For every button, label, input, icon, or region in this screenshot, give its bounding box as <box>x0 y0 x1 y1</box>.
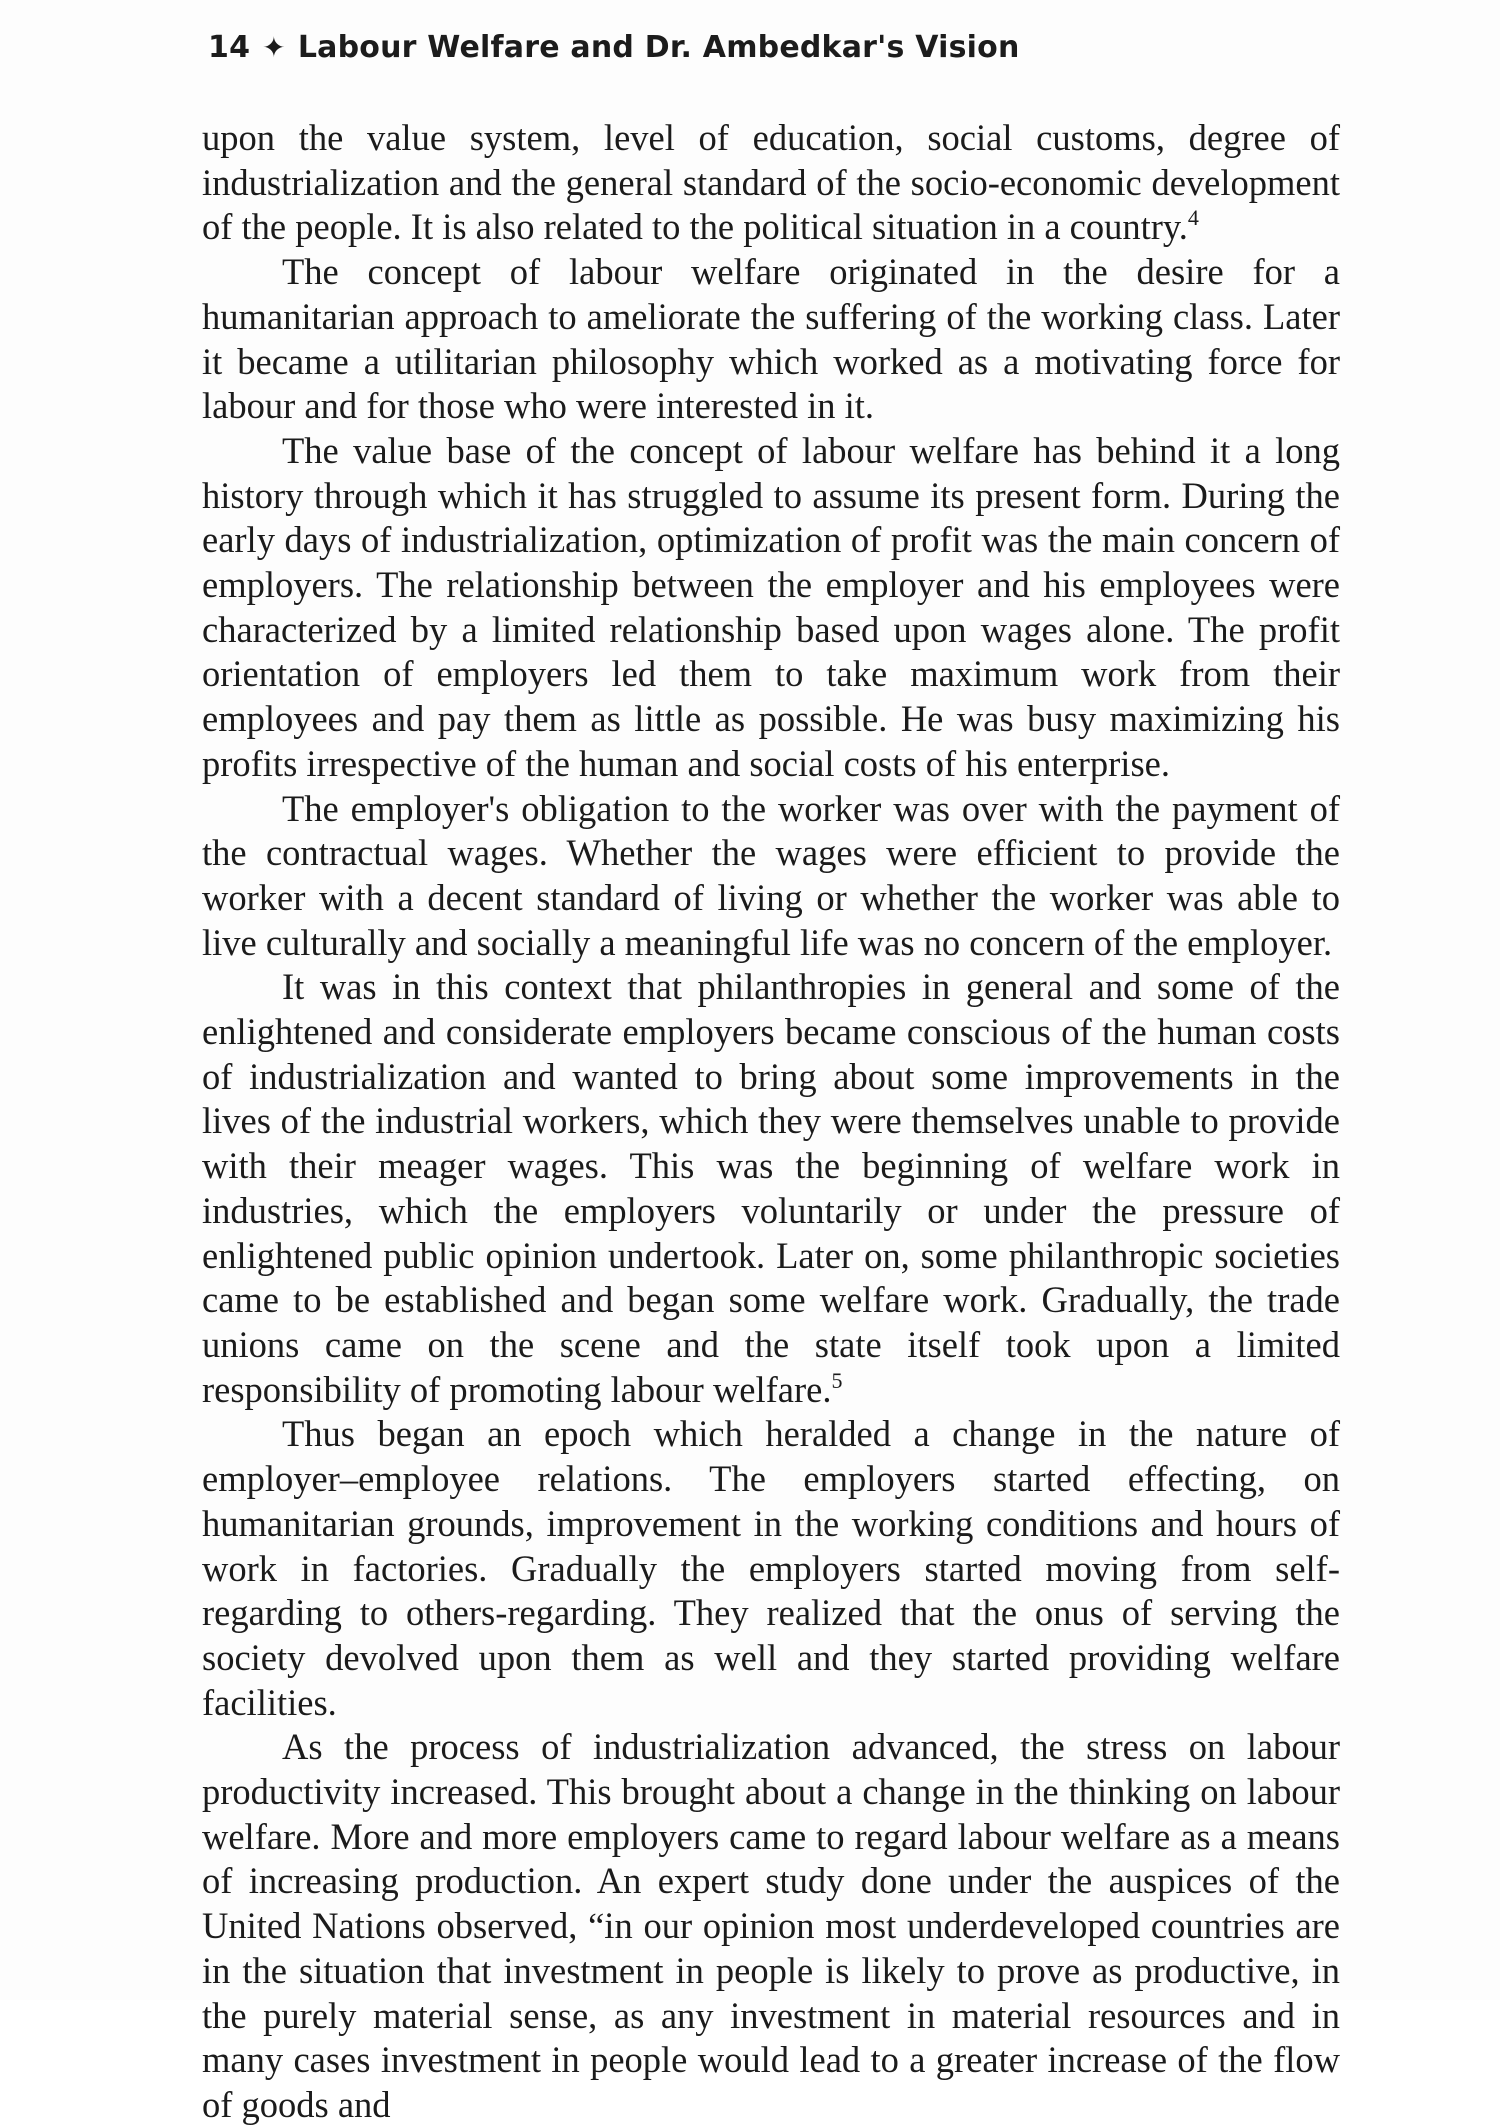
paragraph: Thus began an epoch which heralded a change in the nature of employer–employee relations. The employers started effecting, on humanitarian grounds, improvement in the working conditions and hours of work in factories. Gradually the employers started moving from self-regarding to others-regarding. They realized that the onus of serving the society devolved upon them as well and they started providing welfare facilities. <box>202 1413 1340 1723</box>
paragraph: The employer's obligation to the worker was over with the payment of the contractual wages. Whether the wages were efficient to provide the worker with a decent standard of living or whether the worker was able to live culturally and socially a meaningful life was no concern of the employer. <box>202 787 1340 963</box>
footnote-marker: 4 <box>1187 205 1199 231</box>
paragraph: As the process of industrialization advanced, the stress on labour productivity increased. This brought about a change in the thinking on labour welfare. More and more employers came to regard labour welfare as a means of increasing production. An expert study done under the auspices of the United Nations observed, “in our opinion most underdeveloped countries are in the situation that investment in people is likely to prove as productive, in the purely material sense, as any investment in material resources and in many cases investment in people would lead to a greater increase of the flow of goods and <box>202 1726 1340 2125</box>
paragraph: upon the value system, level of education, social customs, degree of industrialization and the general standard of the socio-economic development of the people. It is also related to the political situation in a country.$^4$ <box>202 117 1340 248</box>
footnote-marker: 5 <box>831 1367 843 1393</box>
paragraph: The concept of labour welfare originated in the desire for a humanitarian approach to ameliorate the suffering of the working class. Later it became a utilitarian philosophy which worked as a motivating force for labour and for those who were interested in it. <box>202 251 1340 427</box>
running-header <box>208 30 1020 65</box>
book-title: Labour Welfare and Dr. Ambedkar's Vision <box>297 30 1020 65</box>
body-text <box>202 116 1340 2128</box>
paragraph: The value base of the concept of labour welfare has behind it a long history through which it has struggled to assume its present form. During the early days of industrialization, optimization of profit was the main concern of employers. The relationship between the employer and his employees were characterized by a limited relationship based upon wages alone. The profit orientation of employers led them to take maximum work from their employees and pay them as little as possible. He was busy maximizing his profits irrespective of the human and social costs of his enterprise. <box>202 429 1340 784</box>
star-separator-icon: ✦ <box>262 31 286 64</box>
paragraph: It was in this context that philanthropies in general and some of the enlightened and considerate employers became conscious of the human costs of industrialization and wanted to bring about some improvements in the lives of the industrial workers, which they were themselves unable to provide with their meager wages. This was the beginning of welfare work in industries, which the employers voluntarily or under the pressure of enlightened public opinion undertook. Later on, some philanthropic societies came to be established and began some welfare work. Gradually, the trade unions came on the scene and the state itself took upon a limited responsibility of promoting labour welfare.$^5$ <box>202 966 1340 1410</box>
page-number: 14 <box>208 30 251 65</box>
